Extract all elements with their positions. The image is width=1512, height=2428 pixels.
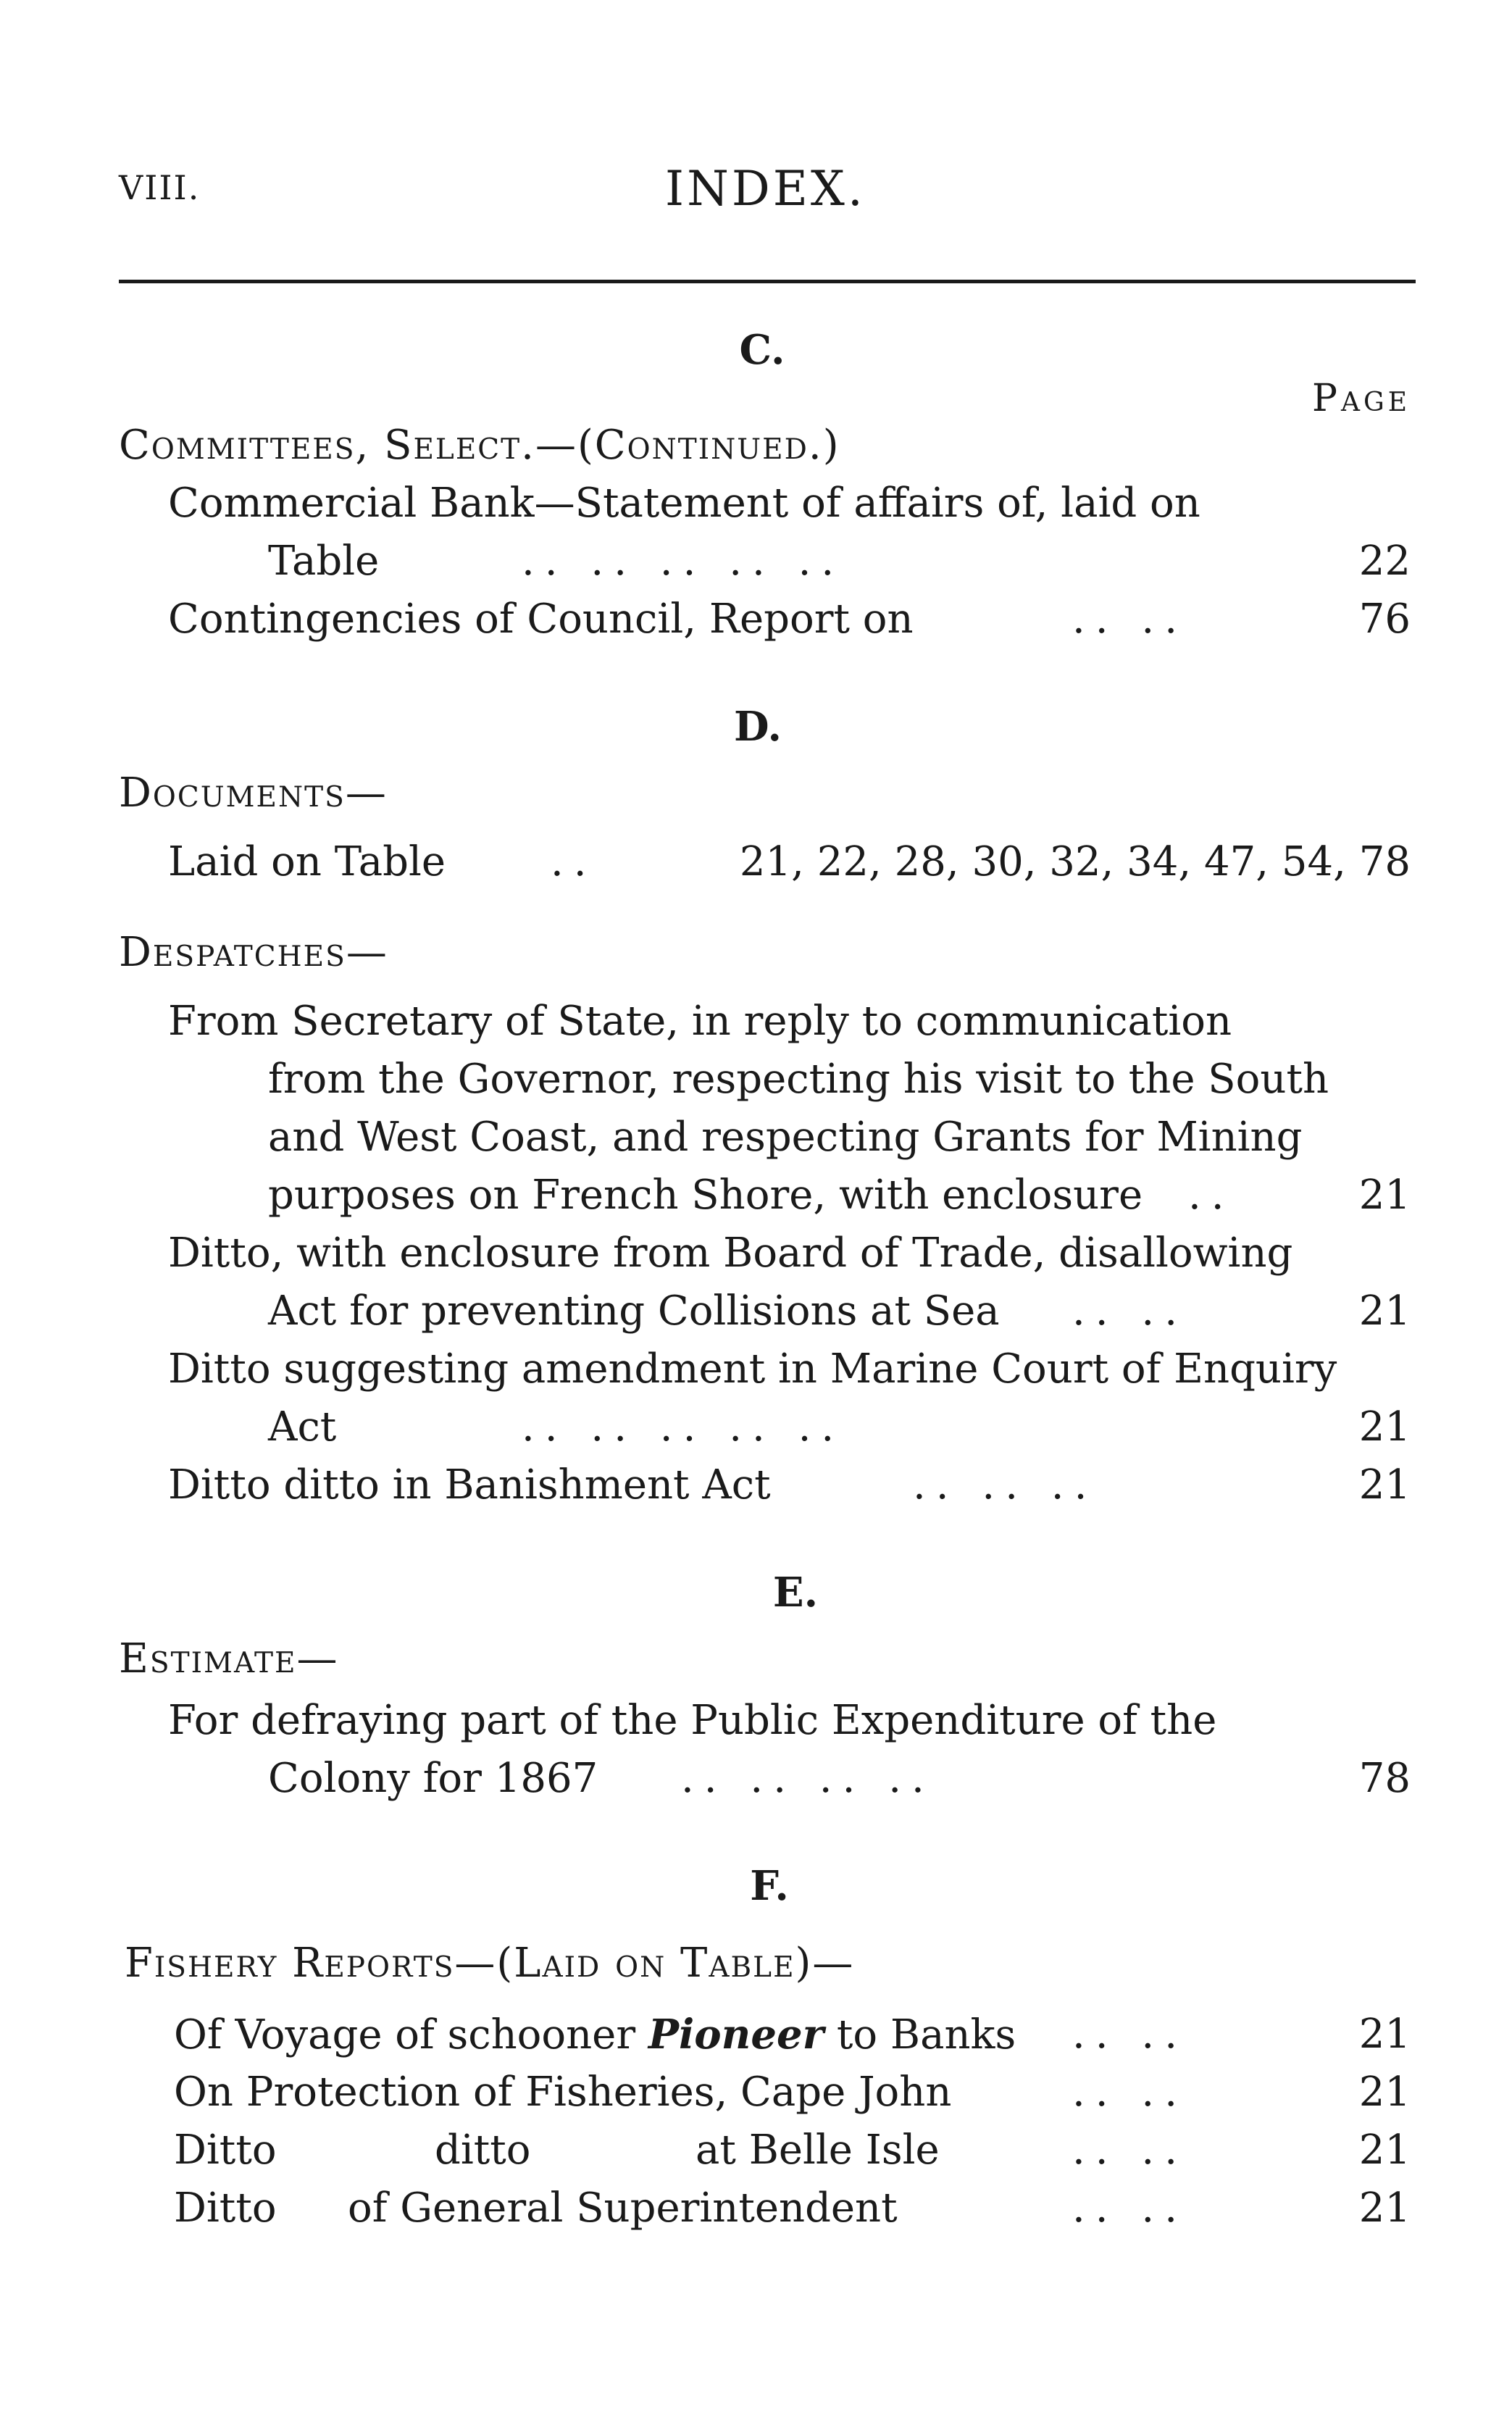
fishery-entry-superintendent-ditto: Ditto (174, 2185, 277, 2232)
heading-despatches: Despatches— (119, 929, 388, 976)
fishery-entry-voyage-prefix: Of Voyage of schooner (174, 2011, 648, 2058)
leader-dots: .. (551, 838, 597, 885)
leader-dots: .. .. .. .. .. (522, 1403, 845, 1451)
despatch-1-line1: From Secretary of State, in reply to communication (168, 998, 1232, 1045)
estimate-line2: Colony for 1867 (268, 1755, 598, 1802)
leader-dots: .. .. .. .. .. (522, 538, 845, 585)
fishery-entry-belle-isle-ditto: Ditto (174, 2127, 277, 2174)
leader-dots: .. .. (1072, 596, 1188, 643)
page-ref: 22 (1358, 538, 1411, 585)
page-ref: 21 (1358, 1288, 1411, 1335)
despatch-2-line1: Ditto, with enclosure from Board of Trade, disallowing (168, 1230, 1293, 1277)
page-ref: 76 (1358, 596, 1411, 643)
entry-commercial-bank-line2: Table (268, 538, 380, 585)
despatch-1-line2: from the Governor, respecting his visit to the South (268, 1056, 1329, 1103)
heading-estimate: Estimate— (119, 1635, 339, 1682)
despatch-1-line4: purposes on French Shore, with enclosure (268, 1172, 1143, 1219)
fishery-entry-voyage-vessel: Pioneer (648, 2011, 824, 2058)
leader-dots: .. .. .. (913, 1461, 1098, 1509)
leader-dots: .. .. .. .. (681, 1755, 935, 1802)
despatch-4-line1: Ditto ditto in Banishment Act (168, 1461, 771, 1509)
leader-dots: .. .. (1072, 2127, 1188, 2174)
fishery-entry-voyage (174, 2006, 1016, 2064)
page-title: INDEX. (665, 161, 866, 217)
section-letter-d: D. (733, 703, 782, 751)
page-ref: 21 (1358, 2011, 1411, 2058)
page-ref: 21 (1358, 1461, 1411, 1509)
page-ref: 21 (1358, 2069, 1411, 2116)
section-letter-c: C. (739, 326, 785, 374)
leader-dots: .. .. (1072, 2011, 1188, 2058)
fishery-entry-superintendent-text: of General Superintendent (348, 2185, 898, 2232)
fishery-entry-cape-john: On Protection of Fisheries, Cape John (174, 2069, 952, 2116)
page-number: VIII. (119, 168, 201, 207)
page-ref: 21 (1358, 1403, 1411, 1451)
leader-dots: .. .. (1072, 2185, 1188, 2232)
despatch-1-line3: and West Coast, and respecting Grants for Mining (268, 1114, 1303, 1161)
leader-dots: .. (1188, 1172, 1235, 1219)
heading-fishery-reports: Fishery Reports—(Laid on Table)— (125, 1940, 855, 1987)
heading-committees: Committees, Select.—(Continued.) (119, 422, 840, 469)
entry-laid-on-table: Laid on Table (168, 838, 446, 885)
despatch-2-line2: Act for preventing Collisions at Sea (268, 1288, 1000, 1335)
entry-contingencies: Contingencies of Council, Report on (168, 596, 914, 643)
page-column-header: Page (1311, 377, 1411, 420)
entry-commercial-bank-line1: Commercial Bank—Statement of affairs of, laid on (168, 480, 1200, 527)
fishery-entry-voyage-suffix: to Banks (824, 2011, 1016, 2058)
page-ref-list: 21, 22, 28, 30, 32, 34, 47, 54, 78 (739, 838, 1411, 885)
header-rule (119, 280, 1416, 283)
section-letter-e: E. (772, 1569, 819, 1616)
despatch-3-line2: Act (268, 1403, 337, 1451)
despatch-3-line1: Ditto suggesting amendment in Marine Court of Enquiry (168, 1346, 1337, 1393)
fishery-entry-belle-isle-ditto2: ditto (435, 2127, 531, 2174)
fishery-entry-belle-isle-place: at Belle Isle (696, 2127, 940, 2174)
page-ref: 21 (1358, 2185, 1411, 2232)
section-letter-f: F. (750, 1862, 789, 1910)
leader-dots: .. .. (1072, 2069, 1188, 2116)
heading-documents: Documents— (119, 769, 388, 817)
page-ref: 21 (1358, 2127, 1411, 2174)
page-ref: 78 (1358, 1755, 1411, 1802)
page-ref: 21 (1358, 1172, 1411, 1219)
leader-dots: .. .. (1072, 1288, 1188, 1335)
estimate-line1: For defraying part of the Public Expenditure of the (168, 1697, 1217, 1744)
